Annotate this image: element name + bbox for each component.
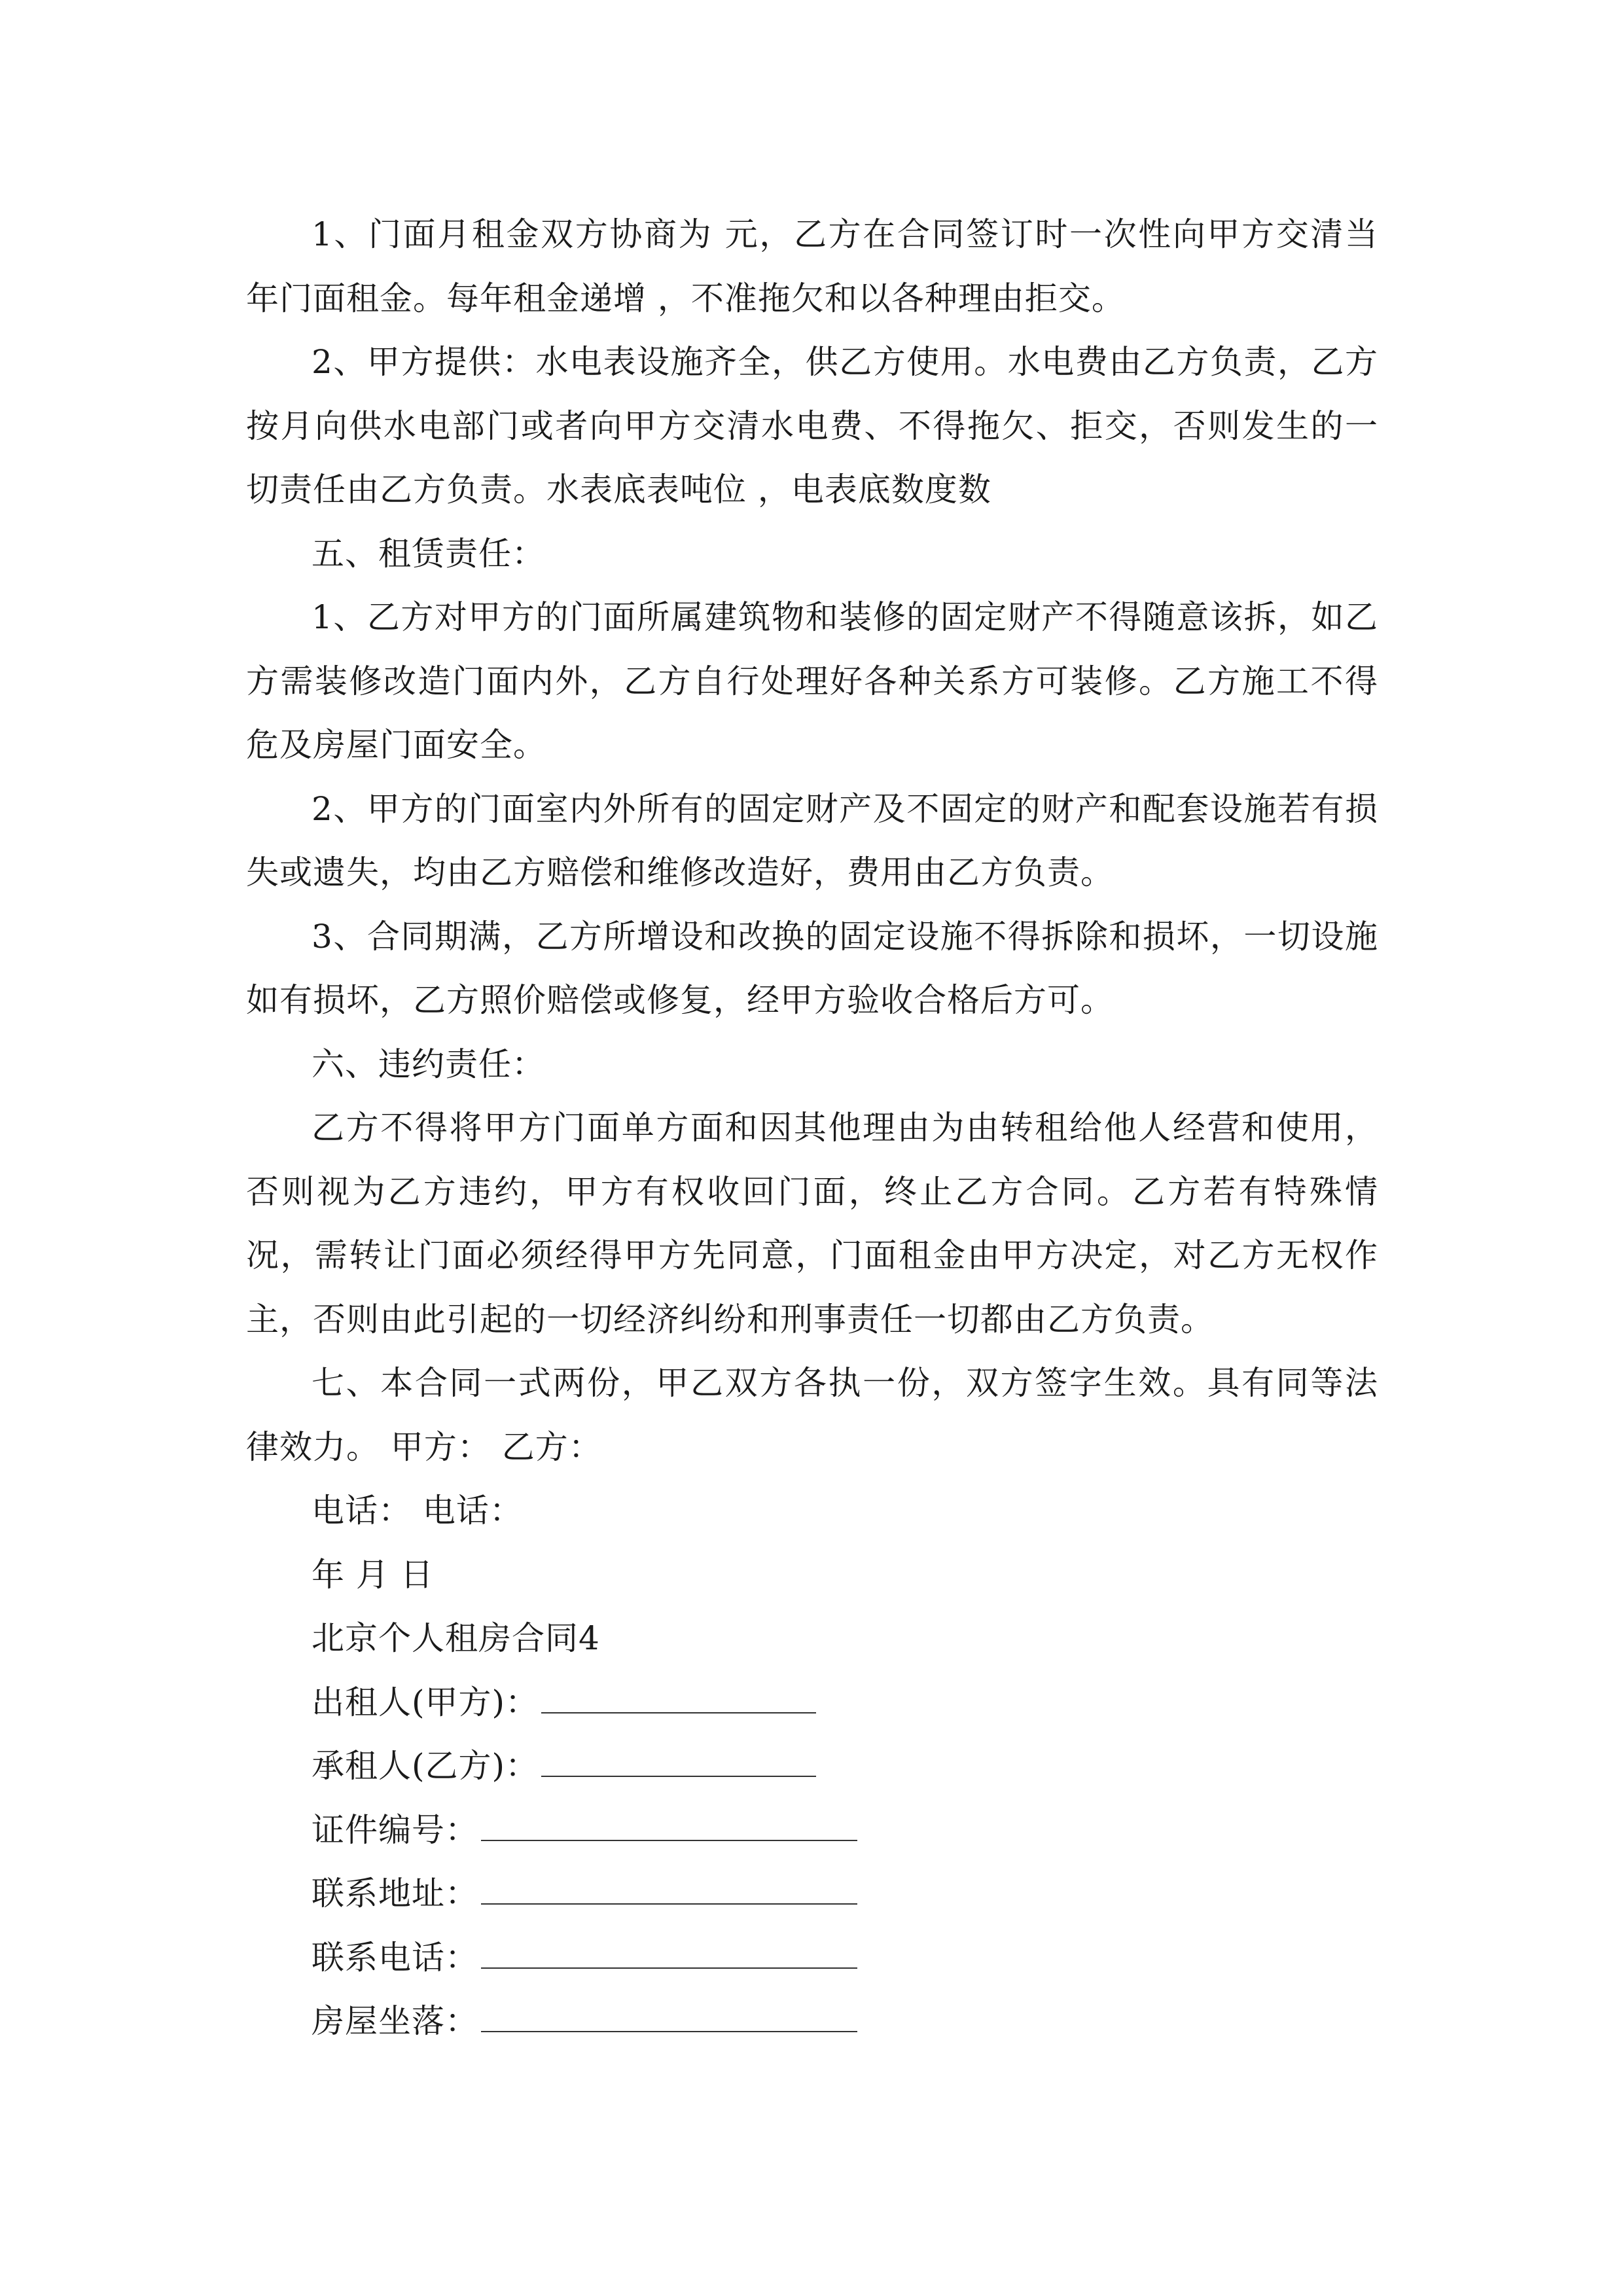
lessor-label: 出租人(甲方)： xyxy=(312,1683,539,1721)
document-page xyxy=(246,203,1378,2054)
section-heading-breach: 六、违约责任： xyxy=(312,1045,545,1083)
location-blank[interactable] xyxy=(481,1992,857,2032)
date-line: 年 月 日 xyxy=(312,1555,434,1594)
lessee-field xyxy=(246,1734,1378,1799)
contract-title: 北京个人租房合同4 xyxy=(312,1619,600,1657)
lessee-label: 承租人(乙方)： xyxy=(312,1747,539,1785)
property-loss-clause: 2、甲方的门面室内外所有的固定财产及不固定的财产和配套设施若有损失或遗失，均由乙方赔偿和维修改造好，费用由乙方负责。 xyxy=(246,789,1378,891)
id-number-field xyxy=(246,1799,1378,1863)
rent-clause: 1、门面月租金双方协商为 元，乙方在合同签订时一次性向甲方交清当年门面租金。每年租金递增 ，不准拖欠和以各种理由拒交。 xyxy=(246,215,1378,317)
section-heading-lease-responsibility: 五、租赁责任： xyxy=(312,534,545,573)
lessor-blank[interactable] xyxy=(541,1673,816,1713)
id-number-label: 证件编号： xyxy=(312,1810,478,1849)
utilities-clause: 2、甲方提供：水电表设施齐全，供乙方使用。水电费由乙方负责，乙方按月向供水电部门或者向甲方交清水电费、不得拖欠、拒交，否则发生的一切责任由乙方负责。水表底表吨位 ，电表底数度数 xyxy=(246,343,1378,509)
copies-clause: 七、本合同一式两份，甲乙双方各执一份，双方签字生效。具有同等法律效力。 甲方： 乙方： xyxy=(246,1364,1378,1466)
id-number-blank[interactable] xyxy=(481,1801,857,1841)
lessee-blank[interactable] xyxy=(541,1736,816,1777)
phone-line: 电话： 电话： xyxy=(312,1492,523,1530)
renovation-clause: 1、乙方对甲方的门面所属建筑物和装修的固定财产不得随意该拆，如乙方需装修改造门面内外，乙方自行处理好各种关系方可装修。乙方施工不得危及房屋门面安全。 xyxy=(246,598,1378,764)
phone-field xyxy=(246,1926,1378,1990)
lessor-field xyxy=(246,1671,1378,1735)
address-field xyxy=(246,1862,1378,1926)
address-label: 联系地址： xyxy=(312,1874,478,1912)
phone-blank[interactable] xyxy=(481,1928,857,1969)
location-field xyxy=(246,1990,1378,2054)
breach-clause: 乙方不得将甲方门面单方面和因其他理由为由转租给他人经营和使用，否则视为乙方违约，甲方有权收回门面，终止乙方合同。乙方若有特殊情况，需转让门面必须经得甲方先同意，门面租金由甲方决定，对乙方无权作主，否则由此引起的一切经济纠纷和刑事责任一切都由乙方负责。 xyxy=(246,1109,1378,1338)
expiry-clause: 3、合同期满，乙方所增设和改换的固定设施不得拆除和损坏，一切设施如有损坏，乙方照价赔偿或修复，经甲方验收合格后方可。 xyxy=(246,917,1378,1019)
location-label: 房屋坐落： xyxy=(312,2002,478,2040)
phone-label: 联系电话： xyxy=(312,1938,478,1977)
address-blank[interactable] xyxy=(481,1864,857,1905)
